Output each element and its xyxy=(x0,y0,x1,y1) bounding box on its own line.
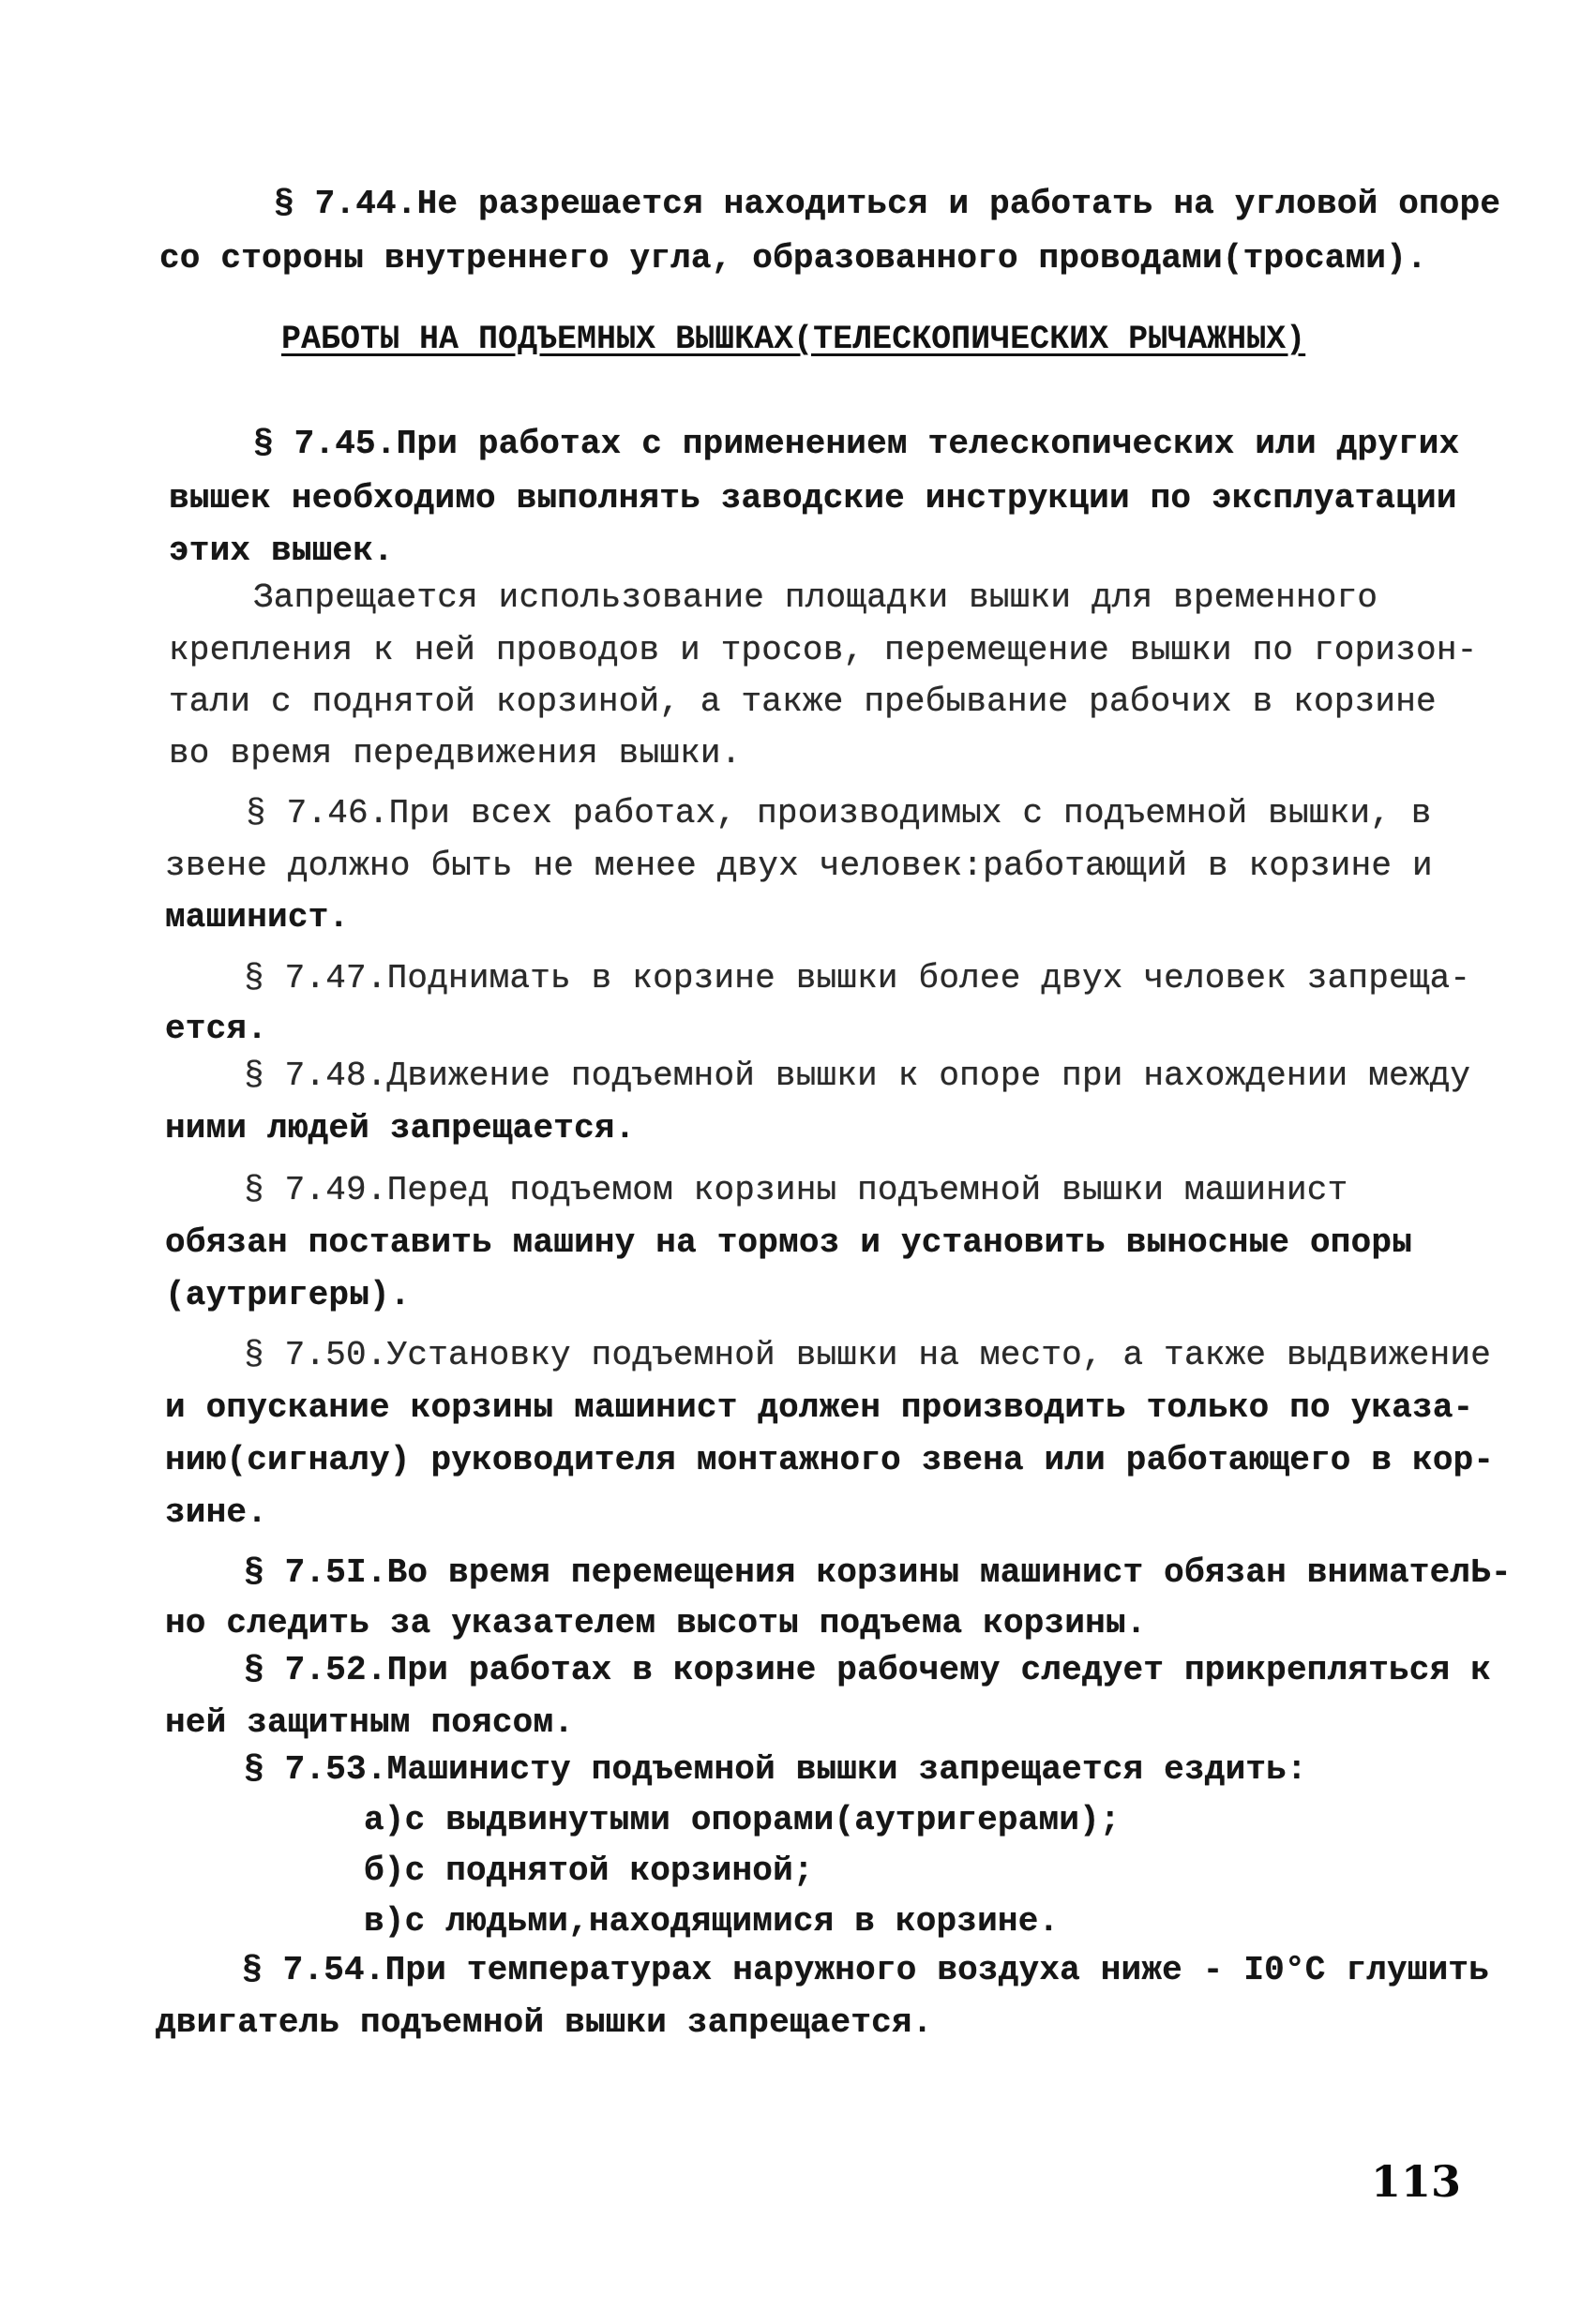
paragraph-7-46-line-2: звене должно быть не менее двух человек:работающий в корзине и xyxy=(165,847,1433,885)
paragraph-7-49-line-3: (аутригеры). xyxy=(165,1276,411,1314)
paragraph-7-45b-line-3: тали с поднятой корзиной, а также пребывание рабочих в корзине xyxy=(169,682,1437,721)
paragraph-7-49-line-2: обязан поставить машину на тормоз и установить выносные опоры xyxy=(165,1223,1413,1262)
paragraph-7-44-line-2: со стороны внутреннего угла, образованного проводами(тросами). xyxy=(159,239,1427,277)
page-number: 113 xyxy=(1371,2156,1462,2207)
paragraph-7-54-line-1: § 7.54.При температурах наружного воздуха ниже - I0°С глушить xyxy=(242,1951,1490,1989)
paragraph-7-50-line-4: зине. xyxy=(165,1493,268,1532)
paragraph-7-52-line-1: § 7.52.При работах в корзине рабочему следует прикрепляться к xyxy=(244,1651,1492,1689)
paragraph-7-51-line-1: § 7.5I.Во время перемещения корзины машинист обязан внимателЬ- xyxy=(244,1553,1512,1592)
list-item: б)с поднятой корзиной; xyxy=(364,1852,814,1890)
paragraph-7-50-line-2: и опускание корзины машинист должен производить только по указа- xyxy=(165,1388,1474,1427)
section-heading: РАБОТЫ НА ПОДЪЕМНЫХ ВЫШКАХ(ТЕЛЕСКОПИЧЕСКИХ РЫЧАЖНЫХ) xyxy=(281,321,1306,358)
paragraph-7-45-line-1: § 7.45.При работах с применением телескопических или других xyxy=(253,425,1460,463)
paragraph-7-45b-line-1: Запрещается использование площадки вышки для временного xyxy=(253,578,1378,617)
paragraph-7-48-line-2: ними людей запрещается. xyxy=(165,1109,636,1147)
paragraph-7-48-line-1: § 7.48.Движение подъемной вышки к опоре при нахождении между xyxy=(244,1057,1471,1095)
list-item: а)с выдвинутыми опорами(аутригерами); xyxy=(364,1801,1121,1839)
paragraph-7-45-line-3: этих вышек. xyxy=(169,532,394,570)
paragraph-7-49-line-1: § 7.49.Перед подъемом корзины подъемной вышки машинист xyxy=(244,1171,1348,1209)
paragraph-7-51-line-2: но следить за указателем высоты подъема корзины. xyxy=(165,1604,1147,1642)
paragraph-7-50-line-3: нию(сигналу) руководителя монтажного звена или работающего в кор- xyxy=(165,1441,1495,1479)
paragraph-7-50-line-1: § 7.50.Установку подъемной вышки на место, а также выдвижение xyxy=(244,1336,1492,1374)
list-item: в)с людьми,находящимися в корзине. xyxy=(364,1902,1060,1941)
paragraph-7-44-line-1: § 7.44.Не разрешается находиться и работать на угловой опоре xyxy=(274,185,1501,223)
paragraph-7-46-line-3: машинист. xyxy=(165,898,350,937)
paragraph-7-47-line-2: ется. xyxy=(165,1010,268,1048)
paragraph-7-45b-line-4: во время передвижения вышки. xyxy=(169,734,742,772)
paragraph-7-53: § 7.53.Машинисту подъемной вышки запрещается ездить: xyxy=(244,1750,1307,1789)
paragraph-7-54-line-2: двигатель подъемной вышки запрещается. xyxy=(156,2003,933,2042)
paragraph-7-46-line-1: § 7.46.При всех работах, производимых с подъемной вышки, в xyxy=(246,794,1432,832)
paragraph-7-45b-line-2: крепления к ней проводов и тросов, перемещение вышки по горизон- xyxy=(169,631,1478,669)
paragraph-7-45-line-2: вышек необходимо выполнять заводские инструкции по эксплуатации xyxy=(169,479,1457,517)
paragraph-7-47-line-1: § 7.47.Поднимать в корзине вышки более двух человек запреща- xyxy=(244,959,1471,997)
paragraph-7-52-line-2: ней защитным поясом. xyxy=(165,1703,575,1742)
